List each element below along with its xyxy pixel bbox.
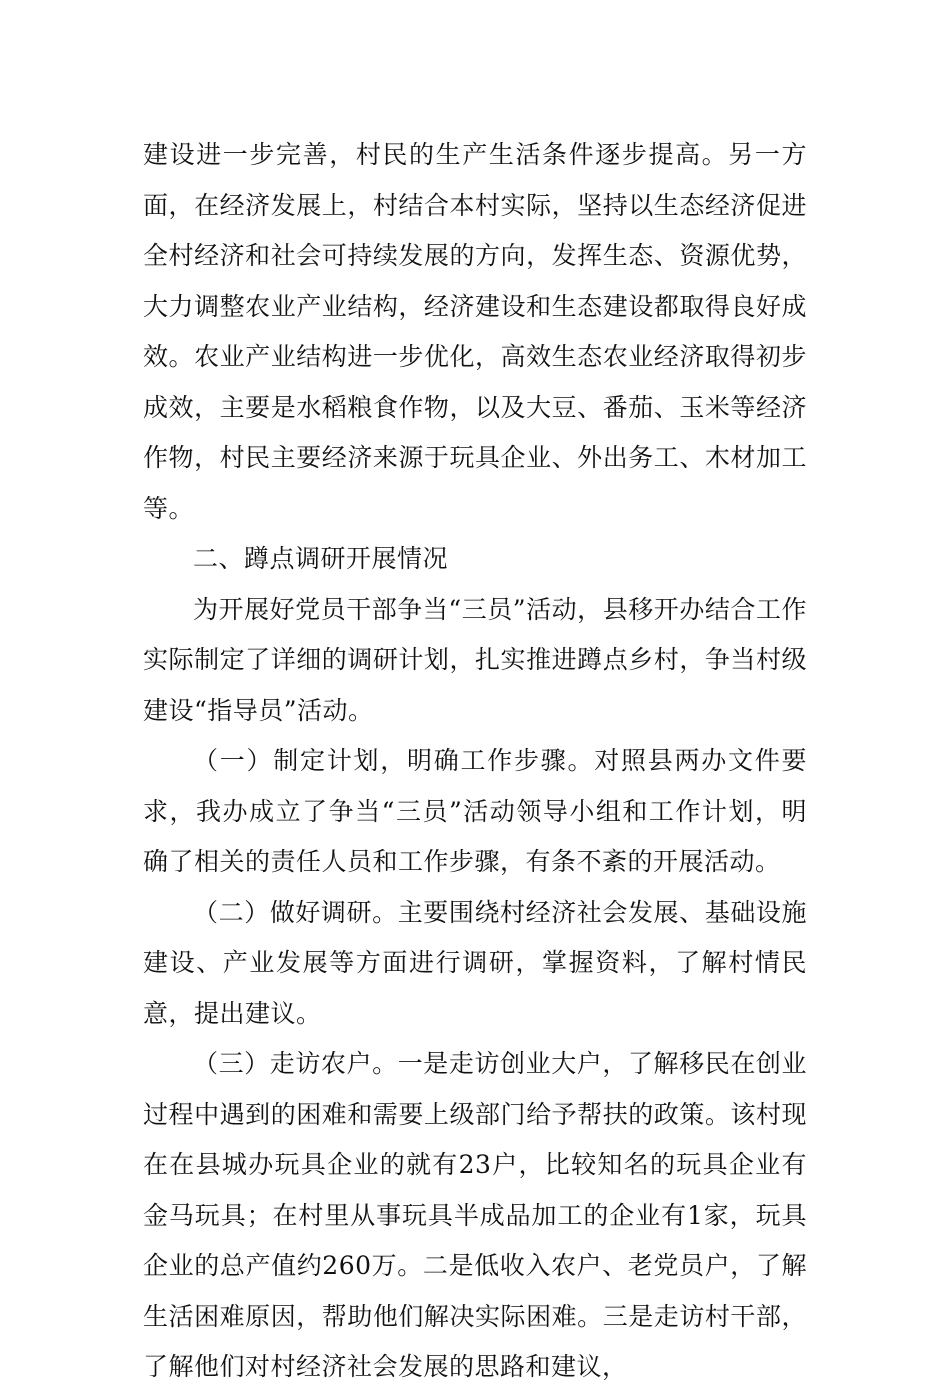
paragraph-visits: （三）走访农户。一是走访创业大户，了解移民在创业过程中遇到的困难和需要上级部门给予帮扶的政策。该村现在在县城办玩具企业的就有23户，比较知名的玩具企业有金马玩具；在村里从事玩具半成品加工的企业有1家，玩具企业的总产值约260万。二是低收入农户、老党员户，了解生活困难原因，帮助他们解决实际困难。三是走访村干部，了解他们对村经济社会发展的思路和建议， bbox=[143, 1049, 807, 1381]
section-heading: 二、蹲点调研开展情况 bbox=[193, 544, 449, 573]
paragraph-research: （二）做好调研。主要围绕村经济社会发展、基础设施建设、产业发展等方面进行调研，掌握资料，了解村情民意，提出建议。 bbox=[143, 897, 807, 1028]
paragraph-plan: （一）制定计划，明确工作步骤。对照县两办文件要求，我办成立了争当“三员”活动领导小组和工作计划，明确了相关的责任人员和工作步骤，有条不紊的开展活动。 bbox=[143, 746, 807, 876]
document-body bbox=[143, 130, 807, 1393]
paragraph-continuation: 建设进一步完善，村民的生产生活条件逐步提高。另一方面，在经济发展上，村结合本村实际，坚持以生态经济促进全村经济和社会可持续发展的方向，发挥生态、资源优势，大力调整农业产业结构，经济建设和生态建设都取得良好成效。农业产业结构进一步优化，高效生态农业经济取得初步成效，主要是水稻粮食作物，以及大豆、番茄、玉米等经济作物，村民主要经济来源于玩具企业、外出务工、木材加工等。 bbox=[143, 140, 807, 523]
paragraph-intro: 为开展好党员干部争当“三员”活动，县移开办结合工作实际制定了详细的调研计划，扎实推进蹲点乡村，争当村级建设“指导员”活动。 bbox=[143, 594, 807, 725]
